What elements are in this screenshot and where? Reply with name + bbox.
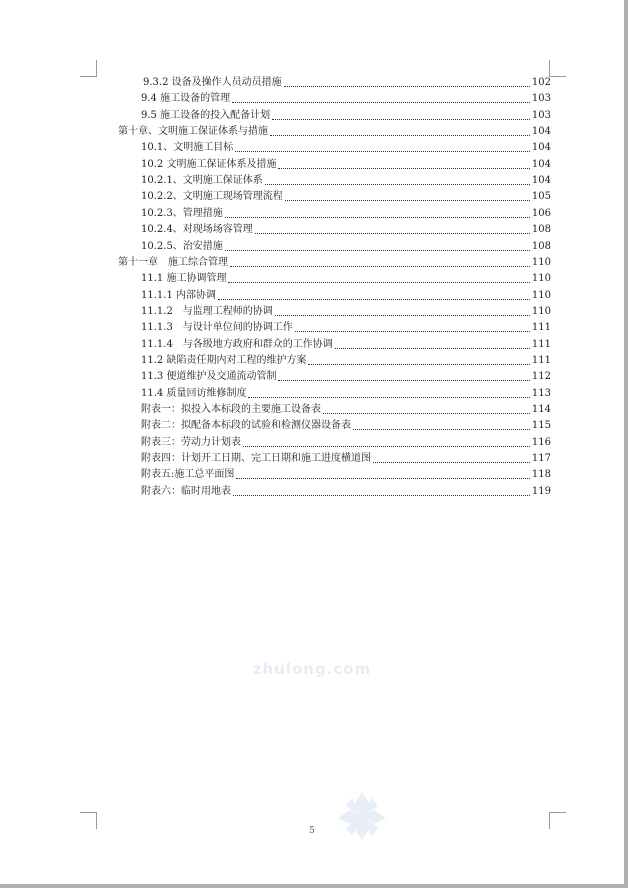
toc-entry-page: 110	[531, 305, 551, 317]
toc-leader-dots	[270, 135, 530, 136]
toc-entry-title: 9.3.2 设备及操作人员动员措施	[143, 77, 282, 88]
toc-entry[interactable]	[141, 173, 551, 187]
page-number: 5	[309, 826, 315, 836]
toc-leader-dots	[285, 200, 530, 201]
toc-entry-title: 附表四：计划开工日期、完工日期和施工进度横道图	[141, 453, 371, 465]
toc-entry-title: 11.4 质量回访维修制度	[141, 387, 247, 399]
toc-leader-dots	[228, 282, 529, 283]
toc-entry-page: 118	[531, 469, 551, 481]
toc-entry-title: 11.3 便道维护及交通流动管制	[141, 371, 277, 383]
toc-entry[interactable]	[141, 271, 551, 285]
toc-entry[interactable]	[141, 369, 551, 383]
toc-entry[interactable]	[141, 320, 551, 334]
toc-entry-page: 104	[531, 142, 551, 154]
toc-leader-dots	[278, 380, 529, 381]
toc-leader-dots	[272, 119, 530, 120]
toc-entry-title: 附表六：临时用地表	[141, 485, 231, 497]
toc-entry[interactable]	[141, 189, 551, 203]
toc-entry[interactable]	[141, 157, 551, 171]
toc-entry-page: 110	[531, 273, 551, 285]
toc-entry-page: 104	[531, 126, 551, 138]
toc-leader-dots	[218, 299, 530, 300]
toc-entry-page: 114	[531, 404, 551, 415]
toc-entry[interactable]	[141, 206, 551, 220]
toc-leader-dots	[373, 462, 530, 463]
toc-leader-dots	[233, 495, 530, 496]
toc-entry-page: 108	[531, 224, 551, 236]
toc-entry-page: 110	[531, 256, 551, 268]
toc-entry[interactable]	[141, 288, 551, 302]
toc-leader-dots	[295, 331, 530, 332]
toc-entry[interactable]	[141, 451, 551, 465]
toc-entry-page: 116	[531, 436, 551, 448]
toc-entry-page: 119	[531, 485, 551, 497]
toc-entry-page: 111	[531, 338, 551, 350]
toc-leader-dots	[225, 217, 530, 218]
toc-entry-title: 11.2 缺陷责任期内对工程的维护方案	[141, 354, 307, 366]
toc-entry-title: 9.5 施工设备的投入配备计划	[141, 109, 271, 121]
toc-entry-title: 附表二：拟配备本标段的试验和检测仪器设备表	[141, 420, 351, 432]
toc-entry[interactable]	[141, 484, 551, 498]
toc-entry[interactable]	[118, 255, 551, 269]
toc-entry-title: 附表一：拟投入本标段的主要施工设备表	[141, 404, 321, 415]
toc-leader-dots	[323, 413, 530, 414]
toc-entry[interactable]	[141, 304, 551, 318]
toc-entry-title: 10.2.2、文明施工现场管理流程	[141, 191, 283, 203]
toc-entry-page: 106	[531, 207, 551, 219]
toc-entry[interactable]	[141, 402, 551, 416]
toc-leader-dots	[335, 348, 530, 349]
toc-entry[interactable]	[141, 353, 551, 367]
toc-entry-page: 105	[531, 191, 551, 203]
toc-entry-title: 第十一章 施工综合管理	[118, 256, 228, 268]
toc-leader-dots	[353, 429, 530, 430]
toc-entry-page: 102	[531, 77, 551, 88]
toc-entry-page: 104	[531, 158, 551, 170]
toc-leader-dots	[230, 266, 530, 267]
toc-entry[interactable]	[141, 91, 551, 105]
toc-leader-dots	[275, 315, 530, 316]
toc-entry[interactable]	[141, 222, 551, 236]
toc-entry-title: 9.4 施工设备的管理	[141, 93, 231, 105]
toc-entry-page: 117	[531, 453, 551, 465]
toc-leader-dots	[225, 250, 530, 251]
toc-entry-title: 10.2.5、治安措施	[141, 240, 223, 252]
toc-leader-dots	[265, 184, 530, 185]
watermark-text: zhulong.com	[252, 660, 372, 678]
crop-mark-top-right	[549, 60, 566, 77]
toc-entry-title: 11.1.2 与监理工程师的协调	[141, 305, 273, 317]
toc-leader-dots	[278, 168, 529, 169]
toc-leader-dots	[243, 446, 530, 447]
toc-entry-page: 115	[531, 420, 551, 432]
toc-entry-page: 111	[531, 354, 551, 366]
toc-entry-page: 103	[531, 93, 551, 105]
toc-entry-title: 10.2 文明施工保证体系及措施	[141, 158, 277, 170]
toc-entry-title: 11.1.4 与各级地方政府和群众的工作协调	[141, 338, 333, 350]
toc-entry-title: 11.1.1 内部协调	[141, 289, 216, 301]
toc-entry-page: 110	[531, 289, 551, 301]
toc-entry[interactable]	[143, 75, 551, 89]
crop-mark-top-left	[80, 60, 97, 77]
toc-entry-page: 108	[531, 240, 551, 252]
toc-entry[interactable]	[141, 239, 551, 253]
toc-leader-dots	[236, 478, 530, 479]
toc-leader-dots	[284, 86, 530, 87]
toc-entry-title: 10.1、文明施工目标	[141, 142, 234, 154]
toc-entry[interactable]	[141, 140, 551, 154]
toc-entry-page: 104	[531, 175, 551, 187]
toc-leader-dots	[248, 397, 529, 398]
toc-entry-title: 11.1.3 与设计单位间的协调工作	[141, 322, 293, 334]
toc-entry-title: 10.2.3、管理措施	[141, 207, 223, 219]
toc-entry[interactable]	[141, 467, 551, 481]
toc-entry[interactable]	[141, 418, 551, 432]
toc-entry[interactable]	[141, 386, 551, 400]
toc-entry-title: 10.2.4、对现场场容管理	[141, 224, 253, 236]
toc-leader-dots	[308, 364, 529, 365]
toc-entry-page: 112	[531, 371, 551, 383]
toc-leader-dots	[232, 102, 530, 103]
toc-entry[interactable]	[141, 337, 551, 351]
toc-entry-title: 第十章、文明施工保证体系与措施	[118, 126, 268, 138]
toc-entry[interactable]	[141, 435, 551, 449]
toc-entry-page: 103	[531, 109, 551, 121]
toc-entry-title: 附表五:施工总平面图	[141, 469, 235, 481]
toc-entry[interactable]	[118, 124, 551, 138]
toc-entry-title: 10.2.1、文明施工保证体系	[141, 175, 263, 187]
toc-entry-page: 111	[531, 322, 551, 334]
toc-entry-title: 附表三：劳动力计划表	[141, 436, 241, 448]
toc-entry-title: 11.1 施工协调管理	[141, 273, 227, 285]
toc-entry-page: 113	[531, 387, 551, 399]
toc-leader-dots	[255, 233, 530, 234]
toc-entry[interactable]	[141, 108, 551, 122]
toc-leader-dots	[235, 151, 530, 152]
